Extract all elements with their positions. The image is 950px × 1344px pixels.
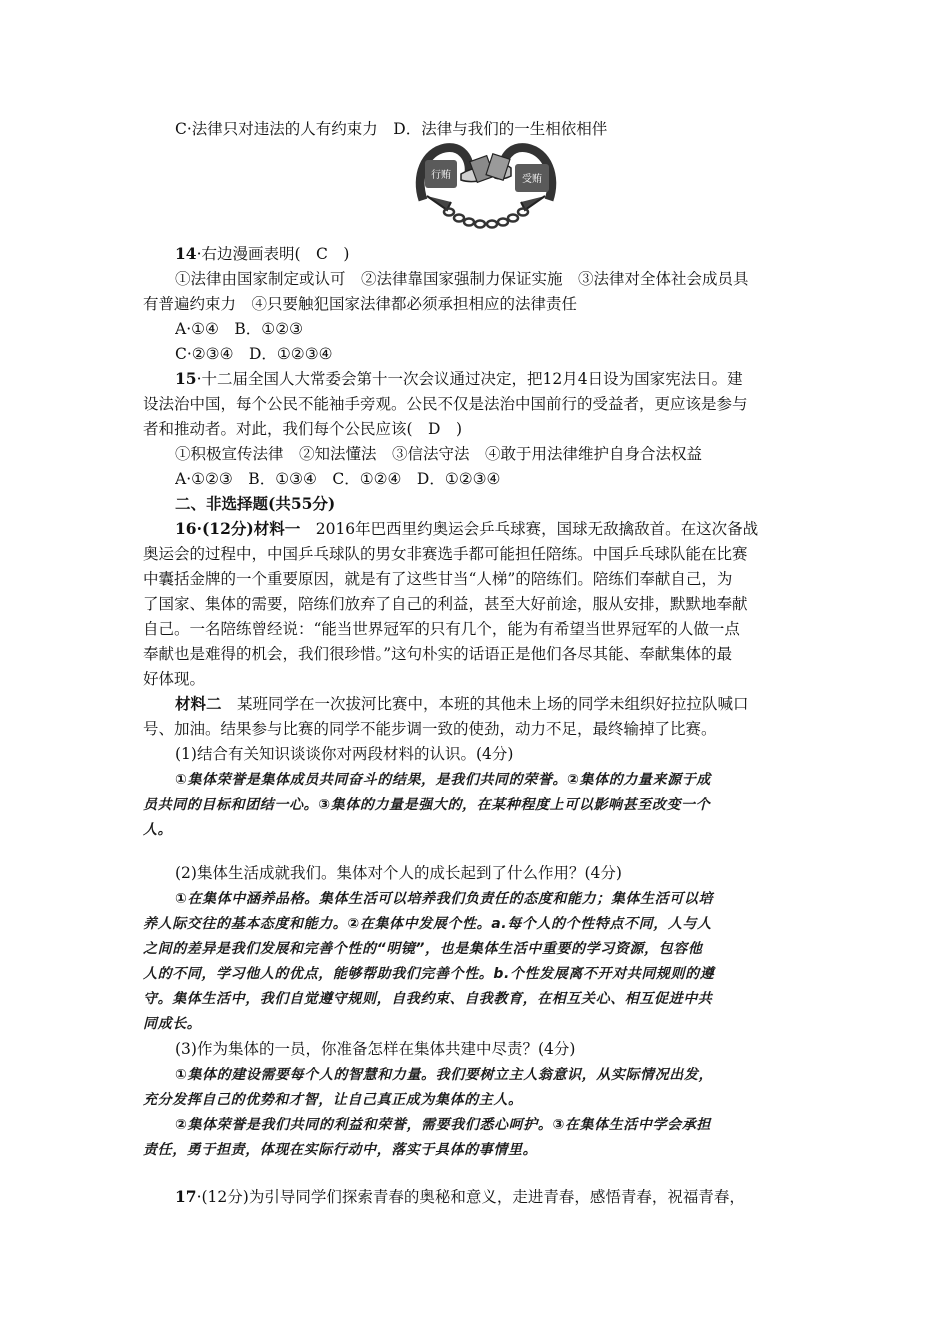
cartoon-right-label: 受贿 bbox=[522, 174, 542, 185]
q14-number: 14 bbox=[175, 244, 197, 263]
q16-line1-rest: 2016年巴西里约奥运会乒乓球赛，国球无敌擒敌首。在这次备战 bbox=[300, 520, 759, 538]
q17-line1 bbox=[175, 1186, 808, 1208]
q17-number: 17 bbox=[175, 1187, 197, 1206]
q16-answer2-line3: 之间的差异是我们发展和完善个性的“明镜”，也是集体生活中重要的学习资源，包容他 bbox=[143, 941, 703, 957]
q14-items-line1: ①法律由国家制定或认可 ②法律靠国家强制力保证实施 ③法律对全体社会成员具 bbox=[175, 270, 749, 288]
q16-head: ·(12分)材料一 bbox=[196, 519, 301, 538]
q16-sub1: (1)结合有关知识谈谈你对两段材料的认识。(4分) bbox=[175, 745, 514, 763]
q16-answer2-line6: 同成长。 bbox=[143, 1016, 202, 1032]
q15-number: 15 bbox=[175, 369, 197, 388]
q16-answer3-line3: ②集体荣誉是我们共同的利益和荣誉，需要我们悉心呵护。③在集体生活中学会承担 bbox=[175, 1117, 711, 1133]
q16-sub3: (3)作为集体的一员，你准备怎样在集体共建中尽责？(4分) bbox=[175, 1040, 576, 1058]
q16-answer1-line1: ①集体荣誉是集体成员共同奋斗的结果，是我们共同的荣誉。②集体的力量来源于成 bbox=[175, 772, 711, 788]
q16-number: 16 bbox=[175, 519, 197, 538]
q16-answer2-line4: 人的不同，学习他人的优点，能够帮助我们完善个性。b.个性发展离不开对共同规则的遵 bbox=[143, 966, 715, 982]
q15-line1 bbox=[175, 368, 808, 390]
section-2-heading: 二、非选择题(共55分) bbox=[175, 494, 336, 513]
q15-line2: 设法治中国，每个公民不能袖手旁观。公民不仅是法治中国前行的受益者，更应该是参与 bbox=[143, 395, 748, 413]
q16-sub2: (2)集体生活成就我们。集体对个人的成长起到了什么作用？(4分) bbox=[175, 864, 622, 882]
q16-answer2-line2: 养人际交往的基本态度和能力。②在集体中发展个性。a.每个人的个性特点不同，人与人 bbox=[143, 916, 712, 932]
q16-material2-label: 材料二 bbox=[175, 694, 222, 713]
q14-items-line2: 有普遍约束力 ④只要触犯国家法律都必须承担相应的法律责任 bbox=[143, 295, 578, 313]
q16-answer3-line4: 责任，勇于担责，体现在实际行动中，落实于具体的事情里。 bbox=[143, 1142, 538, 1158]
q14-stem bbox=[175, 243, 808, 265]
q16-line1 bbox=[175, 518, 808, 540]
q15-line3: 者和推动者。对此，我们每个公民应该( D ) bbox=[143, 420, 463, 438]
cartoon-left-label: 行贿 bbox=[431, 170, 451, 181]
q16-answer1-line2: 员共同的目标和团结一心。③集体的力量是强大的，在某种程度上可以影响甚至改变一个 bbox=[143, 797, 711, 813]
q16-answer3-line2: 充分发挥自己的优势和才智，让自己真正成为集体的主人。 bbox=[143, 1092, 523, 1108]
q16-material2-line2: 号、加油。结果参与比赛的同学不能步调一致的使劲，动力不足，最终输掉了比赛。 bbox=[143, 720, 717, 738]
q17-line1-text: ·(12分)为引导同学们探索青春的奥秘和意义，走进青春，感悟青春，祝福青春， bbox=[196, 1188, 745, 1206]
q15-line1-text: ·十二届全国人大常委会第十一次会议通过决定，把12月4日设为国家宪法日。建 bbox=[196, 370, 743, 388]
q13-option-cd: C·法律只对违法的人有约束力 D．法律与我们的一生相依相伴 bbox=[175, 120, 608, 138]
q16-material2-line1 bbox=[175, 693, 808, 715]
q16-line6: 奉献也是难得的机会，我们很珍惜。”这句朴实的话语正是他们各尽其能、奉献集体的最 bbox=[143, 645, 733, 663]
q14-stem-text: ·右边漫画表明( C ) bbox=[196, 245, 350, 263]
q14-options-ab: A·①④ B．①②③ bbox=[175, 320, 303, 338]
bribery-handcuffs-cartoon bbox=[411, 140, 561, 236]
q16-answer2-line1: ①在集体中涵养品格。集体生活可以培养我们负责任的态度和能力；集体生活可以培 bbox=[175, 891, 714, 907]
q16-line5: 自己。一名陪练曾经说：“能当世界冠军的只有几个，能为有希望当世界冠军的人做一点 bbox=[143, 620, 740, 638]
q14-options-cd: C·②③④ D．①②③④ bbox=[175, 345, 333, 363]
q16-line3: 中囊括金牌的一个重要原因，就是有了这些甘当“人梯”的陪练们。陪练们奉献自己，为 bbox=[143, 570, 733, 588]
q16-answer3-line1: ①集体的建设需要每个人的智慧和力量。我们要树立主人翁意识，从实际情况出发， bbox=[175, 1067, 714, 1083]
q16-answer1-line3: 人。 bbox=[143, 822, 173, 838]
q16-answer2-line5: 守。集体生活中，我们自觉遵守规则，自我约束、自我教育，在相互关心、相互促进中共 bbox=[143, 991, 713, 1007]
q15-options: A·①②③ B．①③④ C．①②④ D．①②③④ bbox=[175, 470, 501, 488]
q16-line4: 了国家、集体的需要，陪练们放弃了自己的利益，甚至大好前途，服从安排，默默地奉献 bbox=[143, 595, 748, 613]
q16-line7: 好体现。 bbox=[143, 670, 206, 688]
q16-material2-text: 某班同学在一次拔河比赛中，本班的其他未上场的同学未组织好拉拉队喊口 bbox=[221, 695, 749, 713]
q15-items: ①积极宣传法律 ②知法懂法 ③信法守法 ④敢于用法律维护自身合法权益 bbox=[175, 445, 703, 463]
q16-line2: 奥运会的过程中，中国乒乓球队的男女非赛选手都可能担任陪练。中国乒乓球队能在比赛 bbox=[143, 545, 748, 563]
